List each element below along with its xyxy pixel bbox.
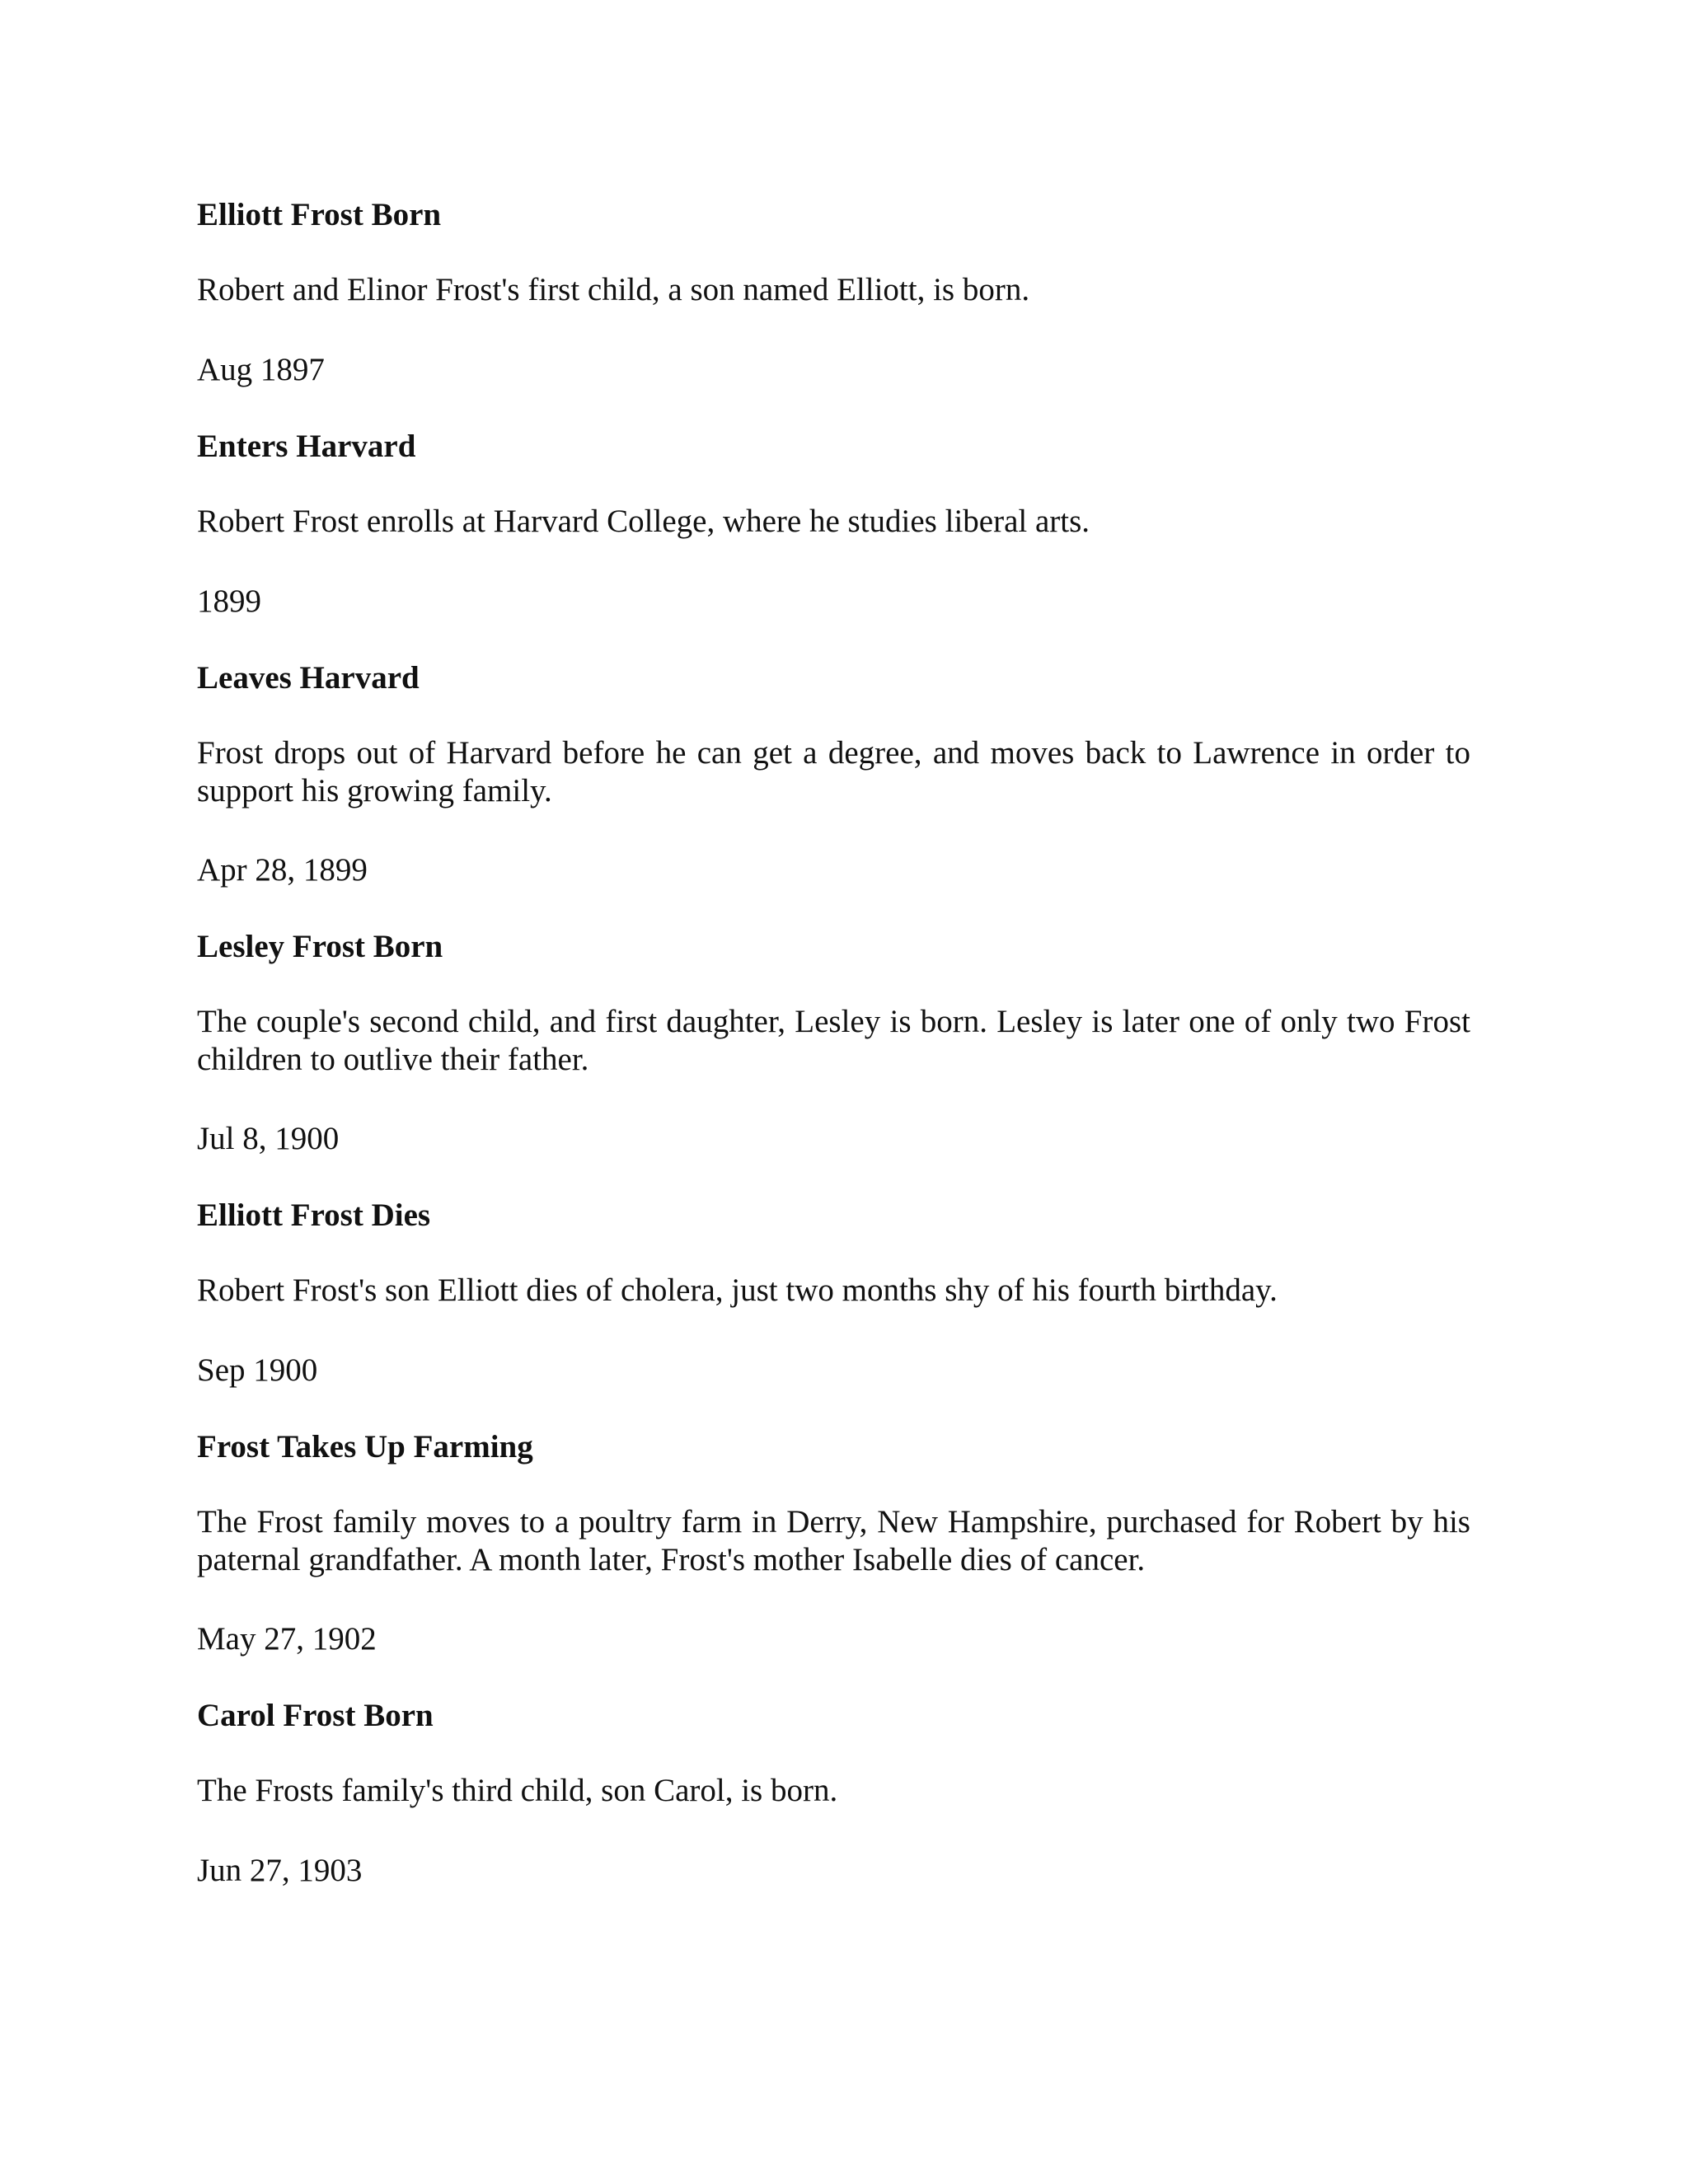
entry-title: Enters Harvard bbox=[197, 429, 416, 464]
entry-title: Elliott Frost Dies bbox=[197, 1197, 431, 1233]
entry-date: Aug 1897 bbox=[197, 352, 325, 387]
entry-date: May 27, 1902 bbox=[197, 1621, 377, 1657]
entry-description: The Frost family moves to a poultry farm in Derry, New Hampshire, purchased for Robert by his paternal grandfather. A month later, Frost's mother Isabelle dies of cancer. bbox=[197, 1504, 1470, 1577]
entry-title: Frost Takes Up Farming bbox=[197, 1429, 533, 1465]
entry-description: Robert and Elinor Frost's first child, a son named Elliott, is born. bbox=[197, 272, 1030, 307]
entry-title: Leaves Harvard bbox=[197, 660, 420, 696]
entry-date: 1899 bbox=[197, 583, 261, 619]
entry-title: Elliott Frost Born bbox=[197, 197, 442, 232]
entry-date: Sep 1900 bbox=[197, 1352, 318, 1388]
entry-title: Carol Frost Born bbox=[197, 1698, 434, 1733]
entry-description: Frost drops out of Harvard before he can get a degree, and moves back to Lawrence in order to support his growing family. bbox=[197, 735, 1470, 808]
entry-date: Jun 27, 1903 bbox=[197, 1853, 363, 1888]
entry-description: The Frosts family's third child, son Carol, is born. bbox=[197, 1773, 838, 1808]
entry-date: Apr 28, 1899 bbox=[197, 852, 368, 888]
entry-date: Jul 8, 1900 bbox=[197, 1121, 340, 1156]
entry-title: Lesley Frost Born bbox=[197, 929, 443, 964]
entry-description: Robert Frost enrolls at Harvard College, where he studies liberal arts. bbox=[197, 504, 1090, 539]
entry-description: Robert Frost's son Elliott dies of cholera, just two months shy of his fourth birthday. bbox=[197, 1272, 1278, 1308]
entry-description: The couple's second child, and first daughter, Lesley is born. Lesley is later one of only two Frost children to outlive their father. bbox=[197, 1004, 1470, 1077]
